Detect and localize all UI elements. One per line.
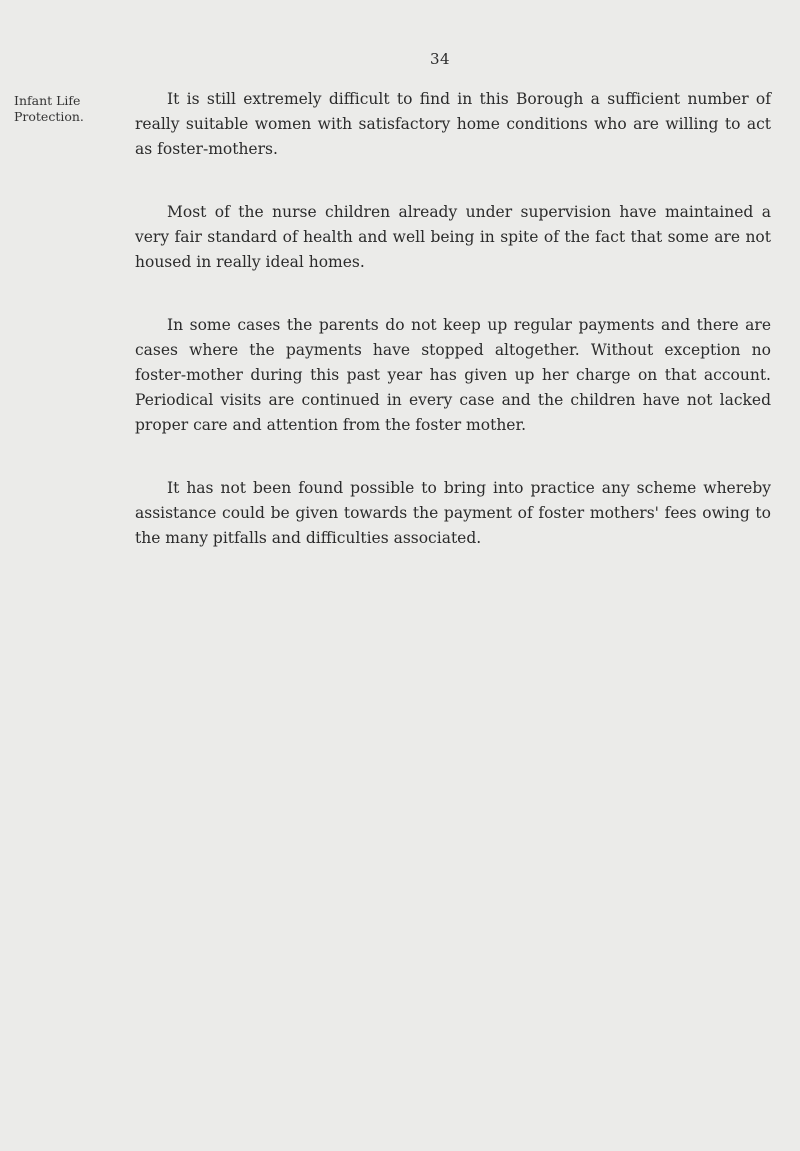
- margin-note-line-2: Protection.: [14, 109, 84, 124]
- paragraph-3: In some cases the parents do not keep up regular payments and there are cases where the payments have stopped altogether. Without exception no foster-mother during this past year has given up her charge on that account. Periodical visits are continued in every case and the children have not lacked proper care and attention from the foster mother.: [135, 316, 771, 434]
- margin-note: [14, 93, 124, 125]
- paragraph-4: It has not been found possible to bring into practice any scheme whereby assistance could be given towards the payment of foster mothers' fees owing to the many pitfalls and difficulties associated.: [135, 479, 771, 547]
- page-number: 34: [429, 50, 451, 68]
- paragraph-1: It is still extremely difficult to find in this Borough a sufficient number of really suitable women with satisfactory home conditions who are willing to act as foster-mothers.: [135, 90, 771, 158]
- paragraph-2: Most of the nurse children already under supervision have maintained a very fair standard of health and well being in spite of the fact that some are not housed in really ideal homes.: [135, 203, 771, 271]
- margin-note-line-1: Infant Life: [14, 93, 81, 108]
- body-text: [135, 87, 771, 589]
